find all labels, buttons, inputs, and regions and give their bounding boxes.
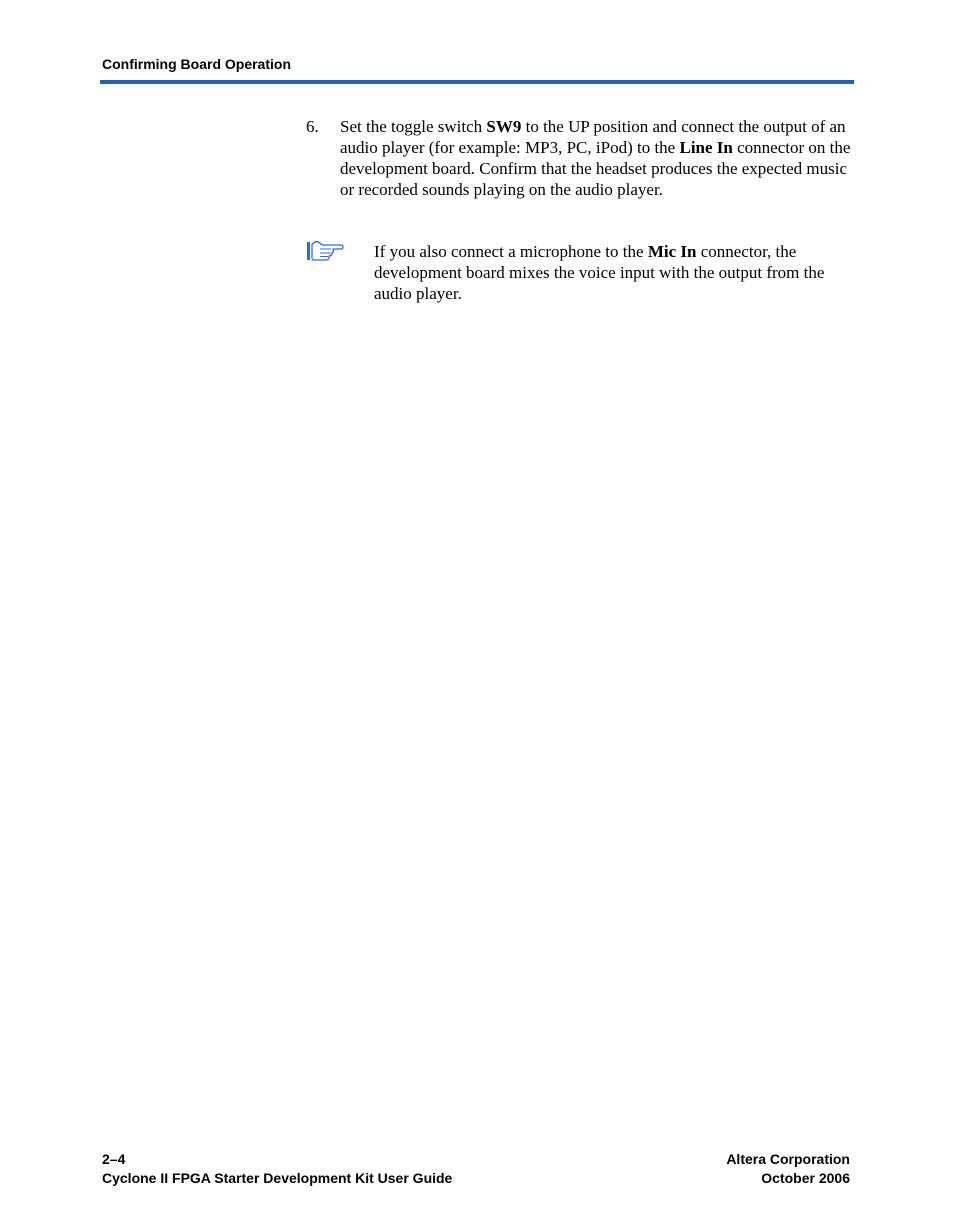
company-name: Altera Corporation <box>726 1151 850 1167</box>
note-text <box>374 241 854 304</box>
document-title: Cyclone II FPGA Starter Development Kit User Guide <box>102 1170 453 1186</box>
step-text-part: to the UP position and connect the output of an audio player (for example: MP3, PC, iPod) to the <box>340 117 846 157</box>
step-number: 6. <box>306 117 319 136</box>
page-number: 2–4 <box>102 1151 126 1167</box>
note-text-part: If you also connect a microphone to the <box>374 242 648 261</box>
step-text <box>340 116 854 200</box>
step-text-part: connector on the development board. Confirm that the headset produces the expected music or recorded sounds playing on the audio player. <box>340 138 851 199</box>
note-text-part: connector, the development board mixes the voice input with the output from the audio player. <box>374 242 825 303</box>
pointing-hand-icon <box>306 240 344 262</box>
step-text-part: Set the toggle switch <box>340 117 487 136</box>
connector-name: Line In <box>679 138 733 157</box>
switch-name: SW9 <box>486 117 522 136</box>
publication-date: October 2006 <box>761 1170 850 1186</box>
running-header-title: Confirming Board Operation <box>102 56 291 72</box>
header-rule <box>100 80 854 84</box>
footer-right <box>726 1150 850 1188</box>
footer-left <box>102 1150 452 1188</box>
connector-name: Mic In <box>647 242 697 261</box>
